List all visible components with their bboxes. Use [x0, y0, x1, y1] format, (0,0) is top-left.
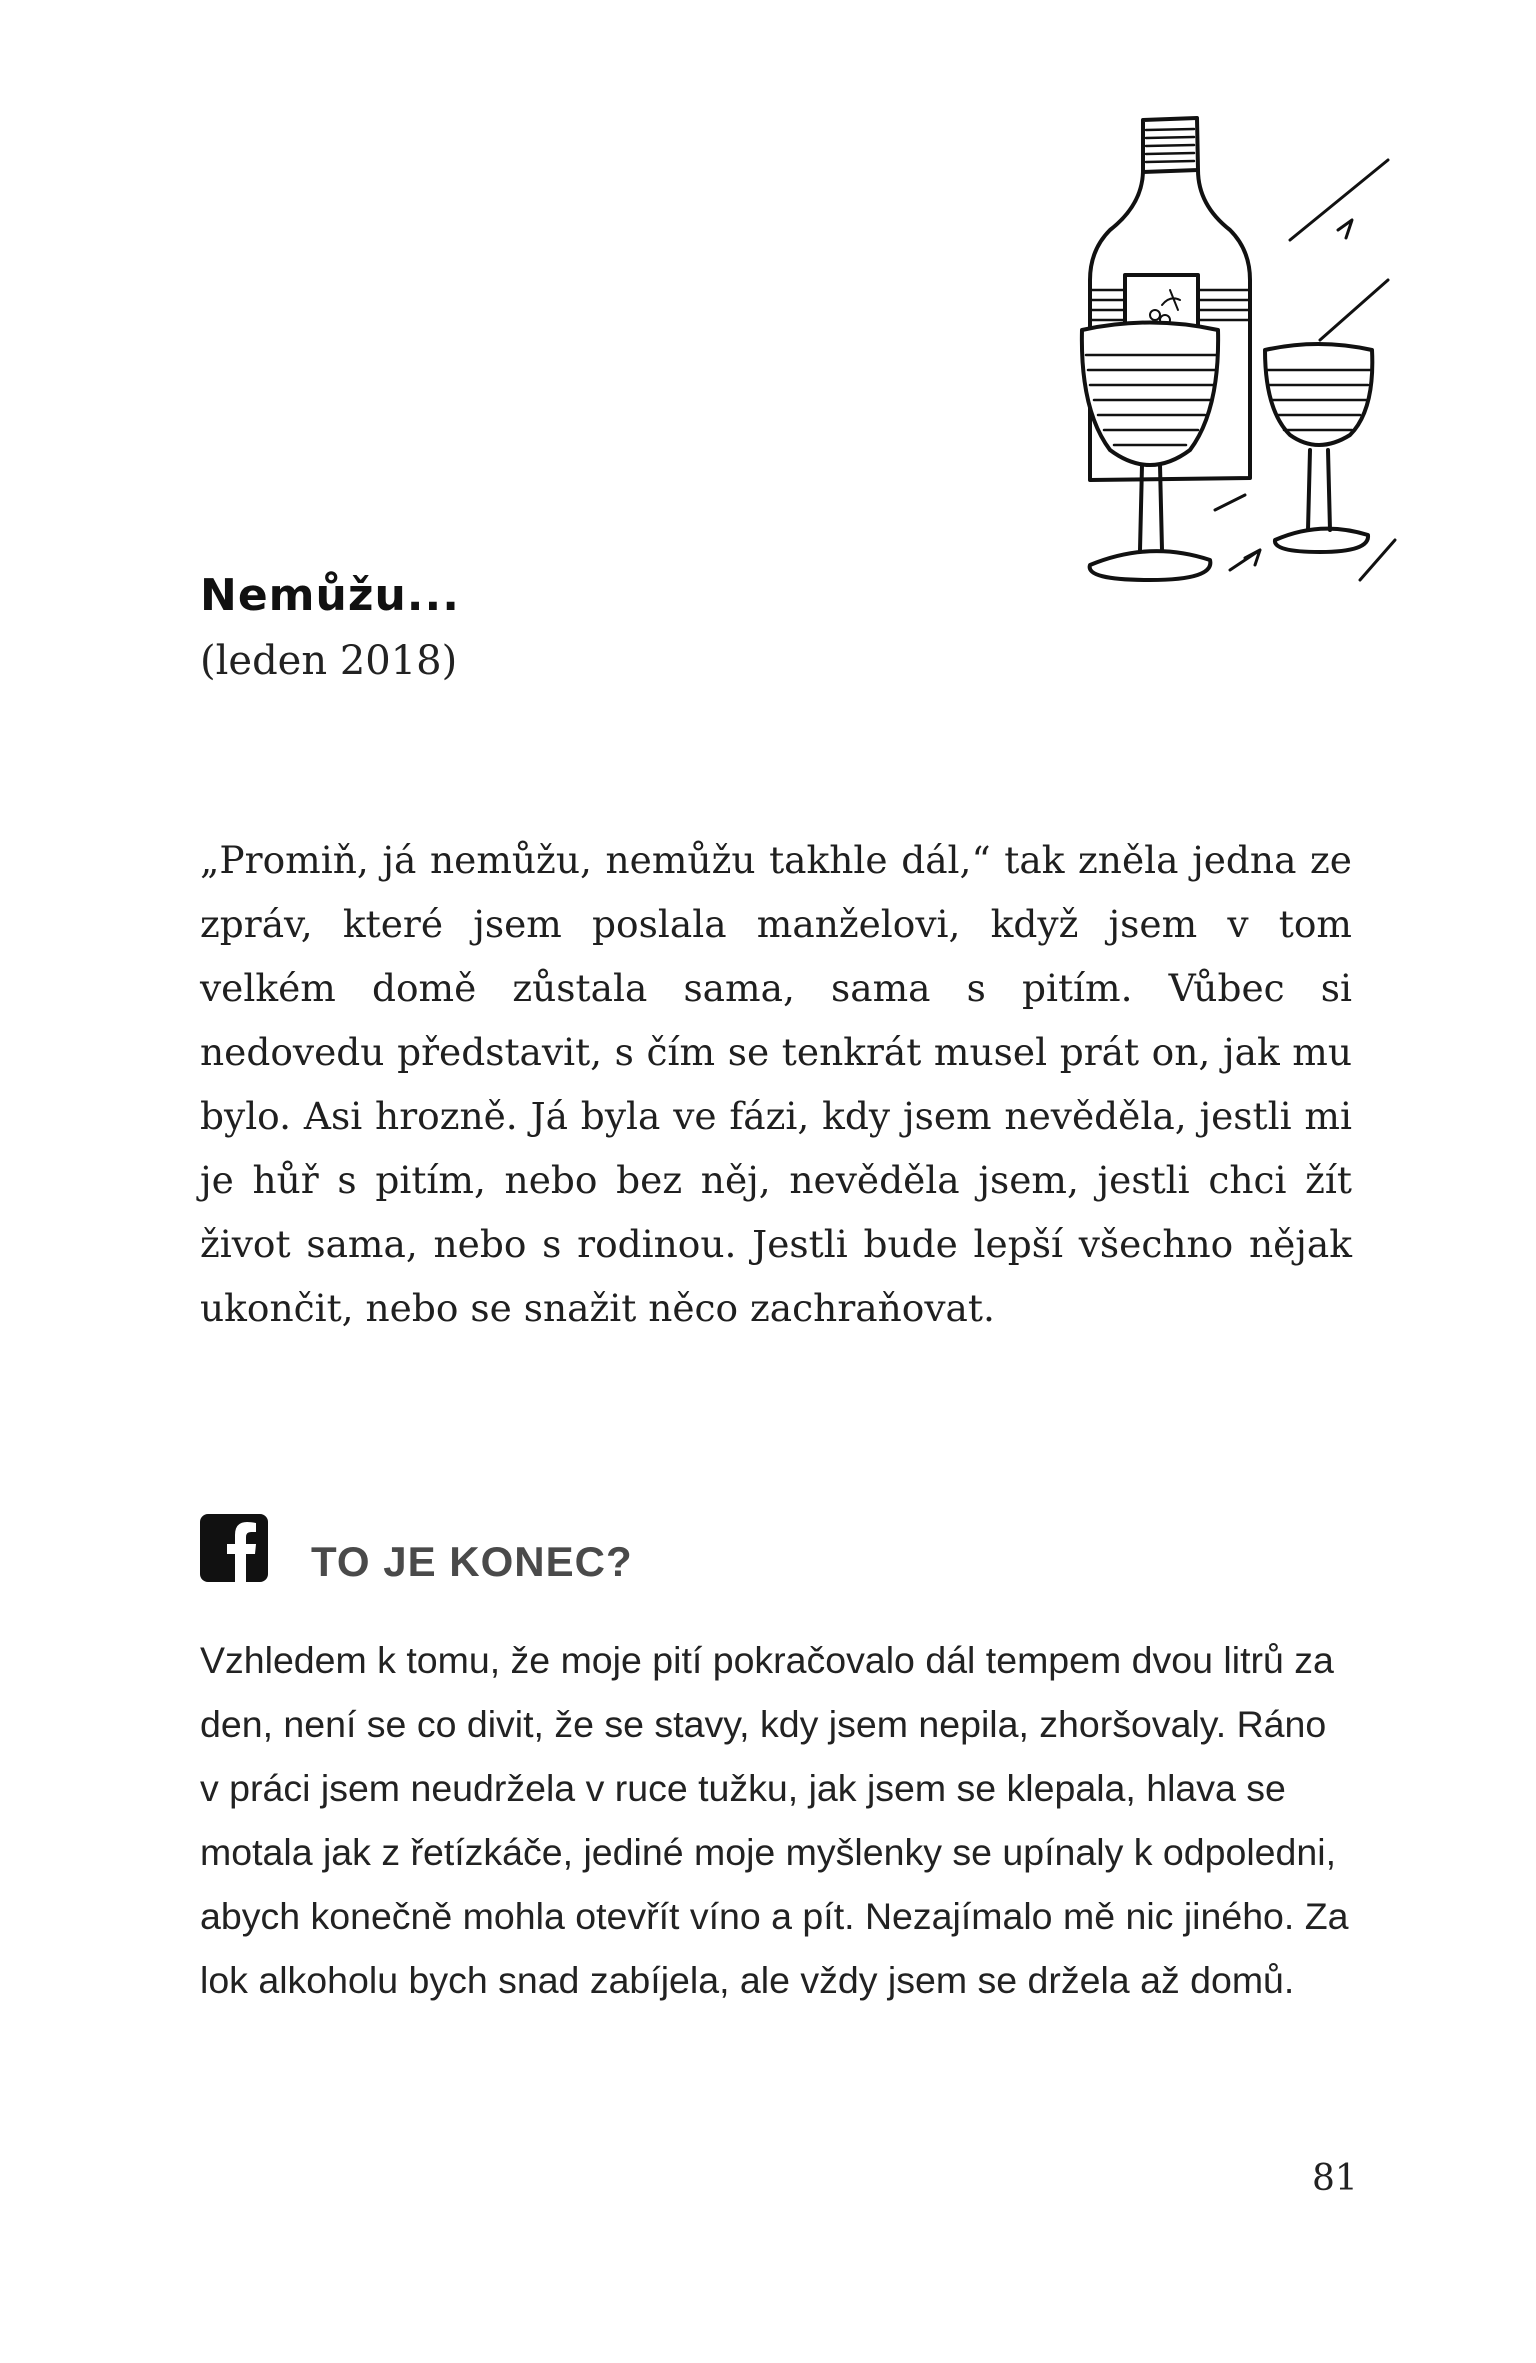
facebook-post-text: Vzhledem k tomu, že moje pití pokračovalo dál tempem dvou litrů za den, není se co divit, že se stavy, kdy jsem nepila, zhoršovaly. Ráno v práci jsem neudržela v ruce tužku, jak jsem se klepala, hlava se motala jak z řetízkáče, jediné moje myšlenky se upínaly k odpoledni, abych konečně mohla otevřít víno a pít. Nezajímalo mě nic jiného. Za lok alkoholu bych snad zabíjela, ale vždy jsem se držela až domů. — [200, 1639, 1349, 2001]
page-number: 81 — [1312, 2158, 1358, 2199]
chapter-date: (leden 2018) — [200, 638, 458, 684]
wine-glass-right-icon — [1265, 344, 1372, 552]
chapter-title: Nemůžu... — [200, 570, 460, 621]
story-paragraph: „Promiň, já nemůžu, nemůžu takhle dál,“ tak zněla jedna ze zpráv, které jsem poslala manželovi, když jsem v tom velkém domě zůstala sama, sama s pitím. Vůbec si nedovedu představit, s čím se tenkrát musel prát on, jak mu bylo. Asi hrozně. Já byla ve fázi, kdy jsem nevěděla, jestli mi je hůř s pitím, nebo bez něj, nevěděla jsem, jestli chci žít život sama, nebo s rodinou. Jestli bude lepší všechno nějak ukončit, nebo se snažit něco zachraňovat. — [200, 838, 1352, 1330]
wine-glass-left-icon — [1082, 323, 1218, 581]
wine-bottle-glasses-illustration — [1070, 110, 1400, 600]
facebook-post-heading: TO JE KONEC? — [311, 1538, 633, 1585]
facebook-icon — [200, 1514, 268, 1582]
